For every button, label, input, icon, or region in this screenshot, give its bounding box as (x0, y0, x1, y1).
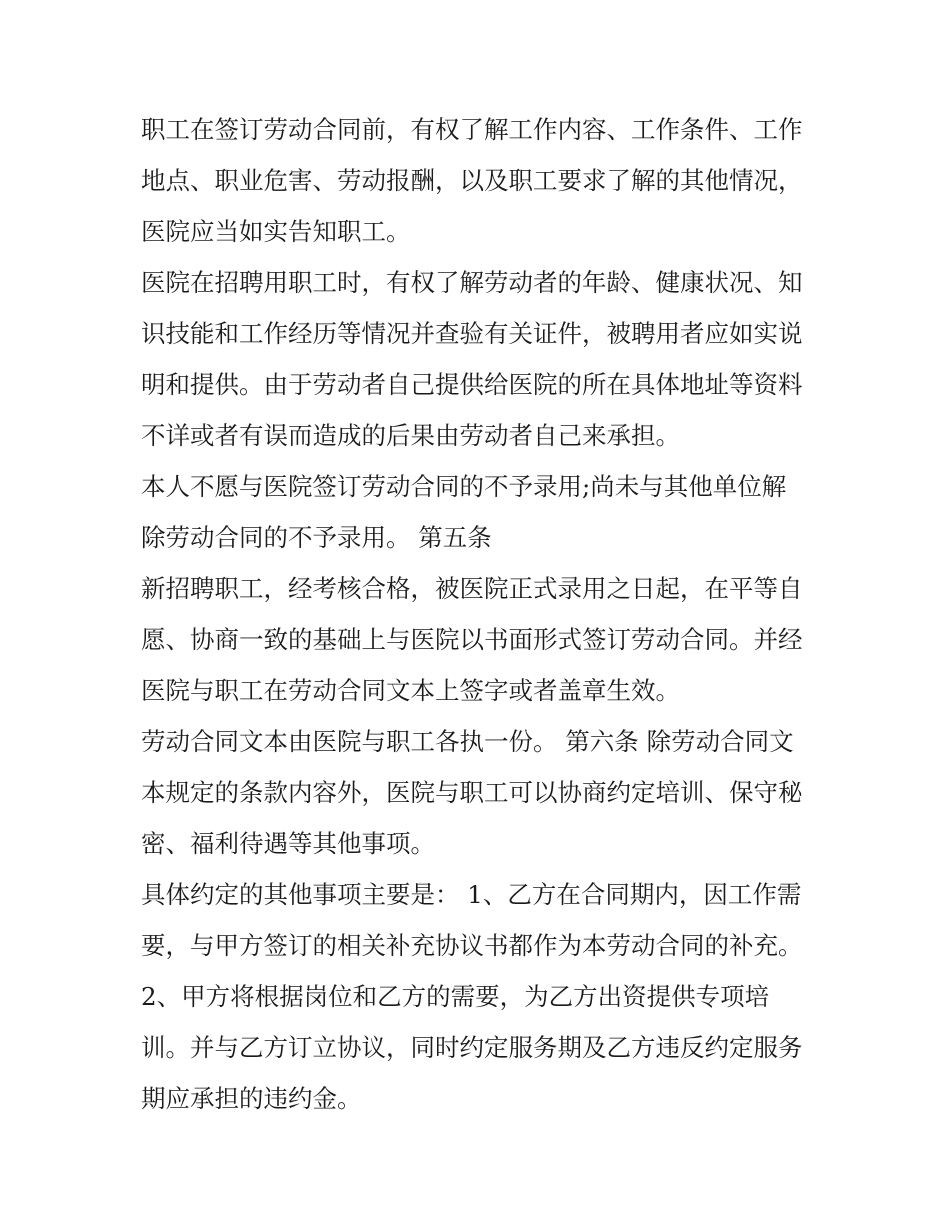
document-body (141, 104, 831, 1124)
text-line: 训。并与乙方订立协议，同时约定服务期及乙方违反约定服务 (141, 1033, 803, 1062)
text-line: 不详或者有误而造成的后果由劳动者自己来承担。 (141, 421, 680, 450)
text-line: 本人不愿与医院签订劳动合同的不予录用;尚未与其他单位解 (141, 472, 787, 501)
text-line: 除劳动合同的不予录用。 第五条 (141, 523, 492, 552)
text-line: 地点、职业危害、劳动报酬，以及职工要求了解的其他情况， (141, 166, 803, 195)
text-line: 本规定的条款内容外，医院与职工可以协商约定培训、保守秘 (141, 778, 803, 807)
text-line: 2、甲方将根据岗位和乙方的需要，为乙方出资提供专项培 (141, 982, 770, 1011)
text-line: 劳动合同文本由医院与职工各执一份。 第六条 除劳动合同文 (141, 727, 794, 756)
text-line: 医院在招聘用职工时，有权了解劳动者的年龄、健康状况、知 (141, 268, 803, 297)
text-line: 医院应当如实告知职工。 (141, 217, 411, 246)
text-line: 密、福利待遇等其他事项。 (141, 829, 435, 858)
text-line: 明和提供。由于劳动者自己提供给医院的所在具体地址等资料 (141, 370, 803, 399)
text-line: 期应承担的违约金。 (141, 1084, 362, 1113)
text-line: 职工在签订劳动合同前，有权了解工作内容、工作条件、工作 (141, 115, 803, 144)
text-line: 新招聘职工，经考核合格，被医院正式录用之日起，在平等自 (141, 574, 803, 603)
text-line: 医院与职工在劳动合同文本上签字或者盖章生效。 (141, 676, 680, 705)
text-line: 具体约定的其他事项主要是： 1、乙方在合同期内，因工作需 (141, 880, 802, 909)
text-line: 要，与甲方签订的相关补充协议书都作为本劳动合同的补充。 (141, 931, 803, 960)
text-line: 识技能和工作经历等情况并查验有关证件，被聘用者应如实说 (141, 319, 803, 348)
text-line: 愿、协商一致的基础上与医院以书面形式签订劳动合同。并经 (141, 625, 803, 654)
